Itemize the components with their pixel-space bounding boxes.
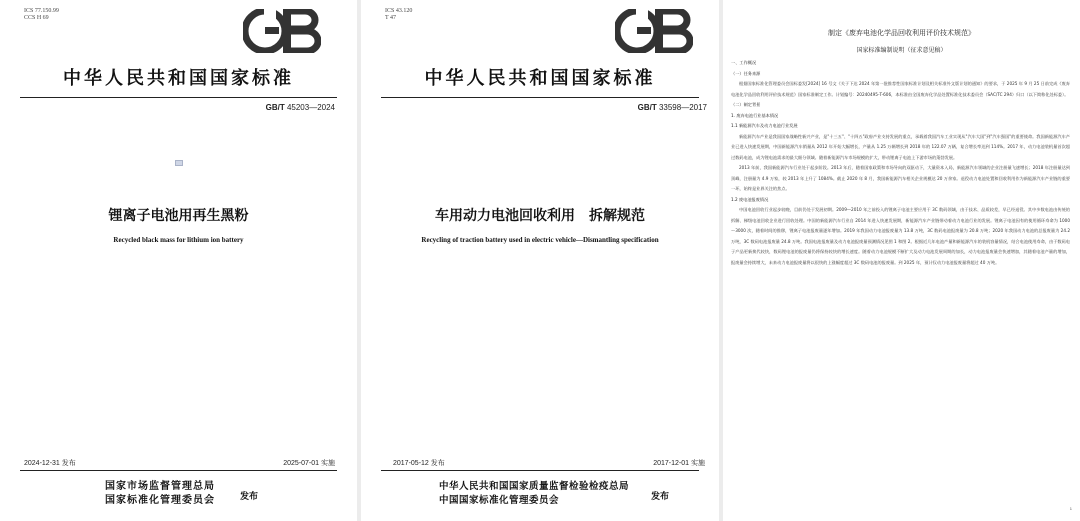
- publish-label: 发布: [240, 492, 259, 502]
- document-subtitle: 国家标准编制说明（征求意见稿）: [856, 47, 947, 54]
- ccs-code: CCS H 69: [24, 15, 49, 21]
- standard-header: 中华人民共和国国家标准: [424, 68, 656, 89]
- issue-date: 2024-12-31 发布: [24, 460, 76, 467]
- header-rule: [20, 97, 337, 98]
- document-title: 制定《废弃电池化学品回收利用评价技术规范》: [828, 29, 975, 37]
- page-number: 1: [1069, 506, 1072, 511]
- standard-number-prefix: GB/T: [637, 103, 657, 112]
- subsection-heading: （二）制定背景: [731, 102, 761, 107]
- section-heading: 一、工作概况: [731, 60, 757, 65]
- standard-cover-page-1: [0, 0, 357, 521]
- issuer-2: 国家标准化管理委员会: [105, 495, 215, 506]
- classification-codes: [24, 8, 59, 22]
- ics-code: ICS 43.120: [385, 8, 413, 14]
- issuing-authorities: [439, 480, 629, 508]
- publish-label: 发布: [651, 492, 670, 502]
- classification-codes: [385, 8, 412, 22]
- ics-code: ICS 77.150.99: [24, 8, 59, 14]
- standard-number-value: 33598—2017: [658, 103, 707, 112]
- paragraph: 根据国家标准化管理委员会国标委发[2024] 16 号文《关于下达 2024 年第一批推荐性国家标准计划及相关标准外文版计划的通知》的要求，于 2025 年 9 月 25 日前完成《废弃电池化学品回收利用评价技术规范》国家标准制定工作。计划编号：20240495-T-606，本标准由全国废弃化学品处置标准化技术委员会（SAC/TC 294）归口（以下简称化处标委）。: [731, 81, 1070, 97]
- ccs-code: T 47: [385, 15, 397, 21]
- issuer-2: 中国国家标准化管理委员会: [439, 495, 560, 506]
- document-body: [731, 58, 1070, 268]
- subsection-heading: 1. 废弃电池行业基本情况: [731, 112, 779, 118]
- title-english: Recycling of traction battery used in electric vehicle—Dismantling specification: [421, 236, 659, 244]
- placeholder-mark: [175, 160, 183, 166]
- explanation-document-page: [723, 0, 1080, 521]
- implementation-date: 2017-12-01 实施: [653, 460, 705, 467]
- issuer-1: 国家市场监督管理总局: [105, 481, 215, 492]
- title-english: Recycled black mass for lithium ion battery: [113, 236, 244, 244]
- standard-number-prefix: GB/T: [265, 103, 285, 112]
- subsection-heading: （一）任务来源: [731, 70, 761, 76]
- implementation-date: 2025-07-01 实施: [283, 460, 335, 467]
- standard-header: 中华人民共和国国家标准: [63, 68, 294, 89]
- paragraph: 新能源汽车产业是我国国家战略性新兴产业，是"十三五"、"十四五"政府产业支持发展的重点，承载着我国汽车工业实现从"汽车大国"到"汽车强国"的重要使命。我国新能源汽车产业已进入快速发展期，中国新能源汽车销量从 2012 年开始大幅增长，产量从 1.25 万辆增长到 2018 年的 122.07 万辆，复合增长率达到 114%。2017 年，动力电池装机量首次超过数码电池，成为锂电池需求的最大细分领域。随着新能源汽车市场规模的扩大，带动锂离子电池上下游市场的蓬勃发展。: [731, 133, 1070, 160]
- standard-number: [638, 103, 707, 112]
- standard-number: [266, 103, 335, 112]
- paragraph: 2013 年前，我国新能源汽车行业处于起步阶段。2013 年后，随着国家政策和市场导向的双驱动下，大量资本入局，新能源汽车领域的企业注册量飞速增长；2018 年注册量达到顶峰，注册量为 4.9 万家，较 2013 年上升了 1084%。截止 2020 年 8 月，我国新能源汽车相关企业规模达 20 万余家。退役动力电池处置和回收利用作为新能源汽车产业链的重要一环，始终是业界关注的焦点。: [731, 165, 1070, 191]
- standard-cover-page-2: [361, 0, 719, 521]
- title-chinese: 锂离子电池用再生黑粉: [108, 208, 249, 224]
- subsection-heading: 1.2 废电池报废情况: [731, 196, 769, 202]
- gb-logo-icon: [615, 9, 693, 53]
- header-rule: [381, 97, 699, 98]
- issuer-1: 中华人民共和国国家质量监督检验检疫总局: [439, 481, 630, 492]
- issuing-authorities: [105, 480, 215, 508]
- issue-date: 2017-05-12 发布: [393, 460, 445, 467]
- standard-number-value: 45203—2024: [286, 103, 335, 112]
- gb-logo-icon: [243, 9, 321, 53]
- paragraph: 中国电池回收行业起步较晚，目前仍处于发展初期。2009—2010 年之前投入的锂离子电池主要应用于 3C 数码领域，由于技术、品质较差，早已经退役。其中多数电池由传统的拆解、梯级电池回收企业进行回收处理。中国的新能源汽车行业自 2014 年进入快速发展期，新能源汽车产业链带动着动力电池行业的发展。锂离子电池因有的使用循环寿命为 1000～3000 次，随着时间的推移，锂离子电池报废量逐年增加。2019 年我国动力电池报废量为 13.8 万吨，3C 数码电池报废量为 20.8 万吨；2020 年我国动力电池的总报废量为 24.2 万吨，3C 数码电池报废量 24.8 万吨。我国电池报废量及动力电池报废量预测情况见图 1 和图 2。根据近几年电池产量和新能源汽车的装机容量情况，结合电池使用寿命，由于数码电子产品更新换代较快，数码锂电池的报废量仍将保持较快的增长速度。随着动力电池规模不断扩大及动力电池发展周期的加长，动力电池报废量会快速增加，其随着电池产量的增加，报废量会持续增大，未来动力电池报废量将以很快的上涨幅度超过 3C 数码电池的报废量。到 2025 年，预计仅动力电池报废量将超过 40 万吨。: [731, 207, 1070, 265]
- footer-rule: [381, 470, 699, 471]
- title-chinese: 车用动力电池回收利用 拆解规范: [435, 208, 645, 224]
- subsection-heading: 1.1 新能源汽车及动力电池行业发展: [731, 123, 798, 128]
- footer-rule: [20, 470, 337, 471]
